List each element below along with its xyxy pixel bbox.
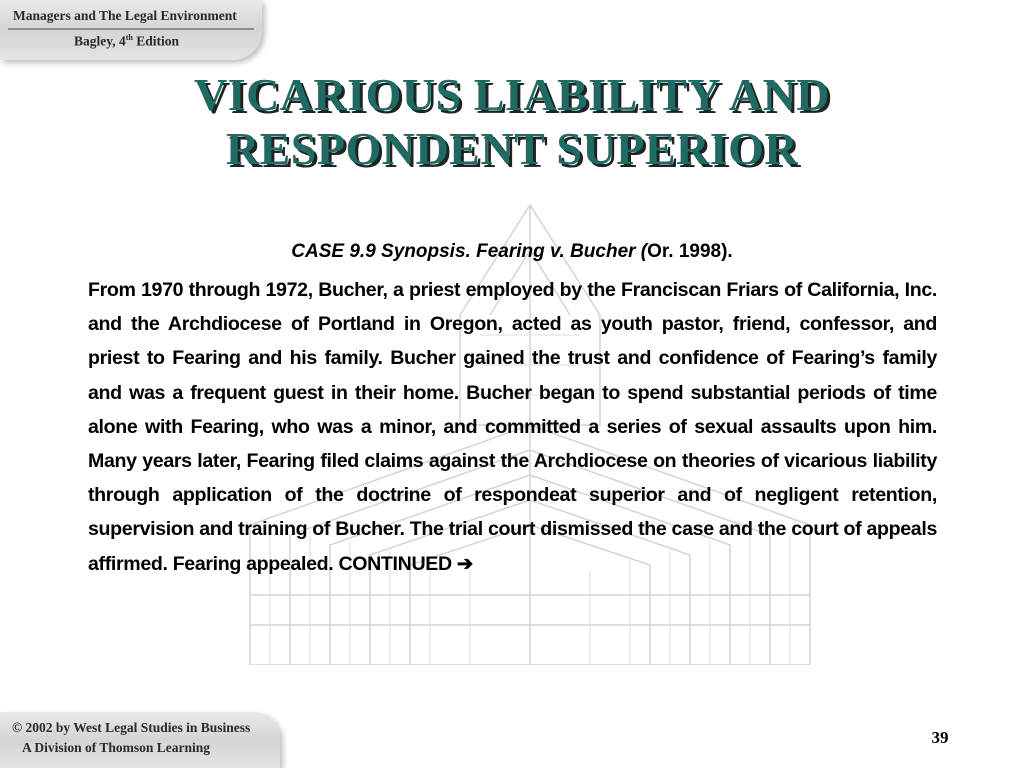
book-edition [74,33,179,50]
edition-suffix: Edition [132,33,180,49]
copyright-text: © 2002 by West Legal Studies in Business [12,720,251,735]
edition-author: Bagley, 4 [74,33,126,49]
page-number: 39 [931,728,949,747]
case-heading-italic: CASE 9.9 Synopsis. Fearing v. Bucher ( [291,241,648,262]
book-title: Managers and The Legal Environment [13,8,237,23]
slide-title-line2: RESPONDENT SUPERIOR [225,123,799,174]
header-divider [8,28,254,30]
case-heading [0,240,1024,264]
edition-superscript: th [125,33,133,42]
publisher-division: A Division of Thomson Learning [22,740,211,755]
case-synopsis [88,273,937,581]
header-plate [0,0,262,60]
slide-title [0,68,1024,176]
right-arrow-icon: ➔ [456,552,473,575]
synopsis-text: From 1970 through 1972, Bucher, a priest employed by the Franciscan Friars of California, Inc. and the Archdiocese of Portland in Oregon, acted as youth pastor, friend, confessor, and priest to Fearing and his family. Bucher gained the trust and confidence of Fearing’s family and was a frequent guest in their home. Bucher began to spend substantial periods of time alone with Fearing, who was a minor, and committed a series of sexual assaults upon him. Many years later, Fearing filed claims against the Archdiocese on theories of vicarious liability through application of the doctrine of respondeat superior and of negligent retention, supervision and training of Bucher. The trial court dismissed the case and the court of appeals affirmed. Fearing appealed. [88,279,937,575]
slide-title-line1: VICARIOUS LIABILITY AND [193,69,831,120]
continued-label: CONTINUED [338,552,457,575]
case-heading-citation: Or. 1998). [647,241,733,262]
footer-plate [0,712,280,768]
